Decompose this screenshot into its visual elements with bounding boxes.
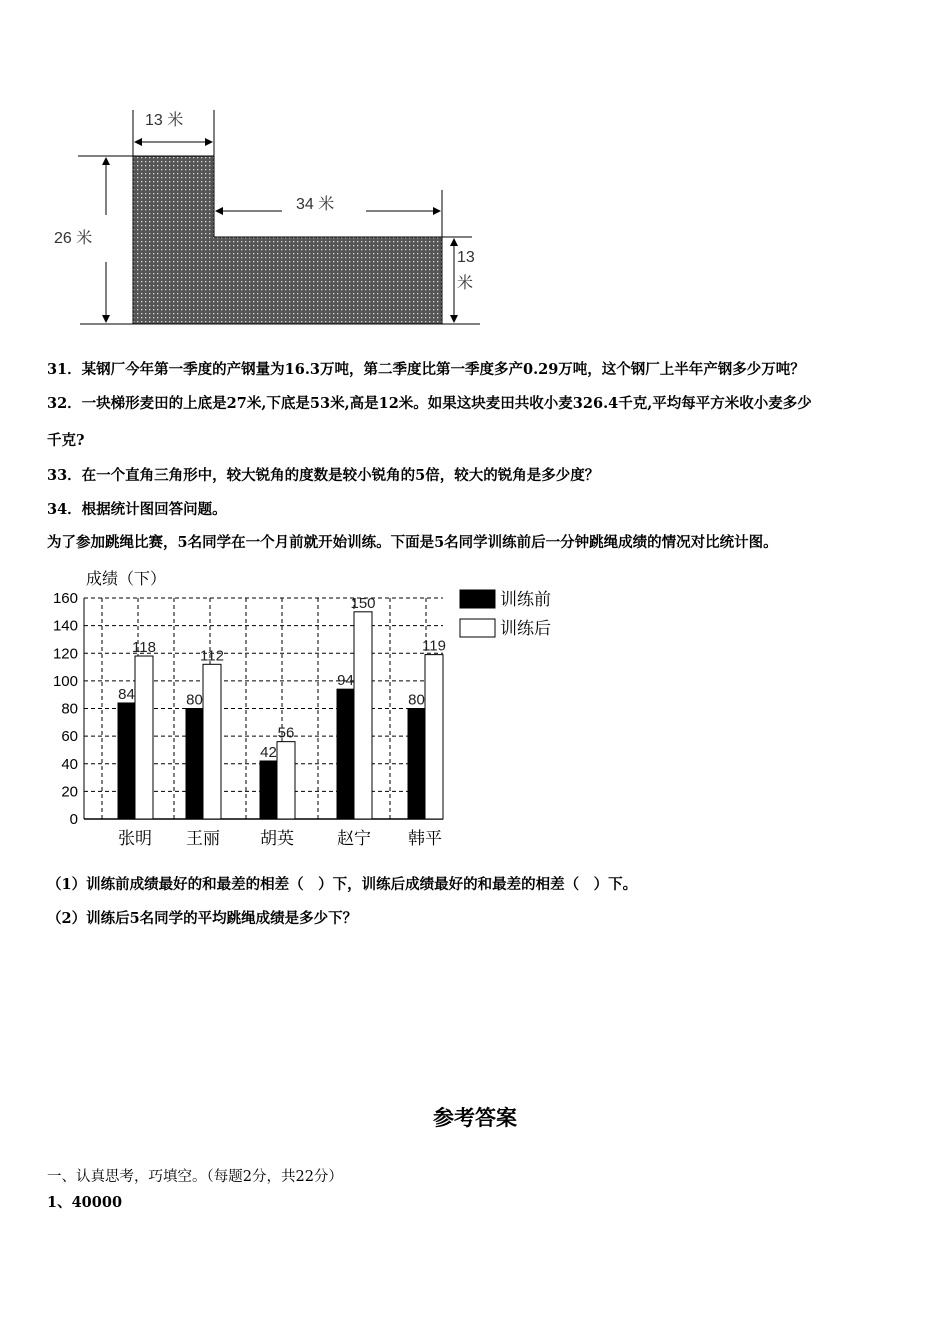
legend-swatch: [460, 619, 495, 637]
data-label: 80: [408, 691, 425, 709]
y-tick-label: 0: [69, 811, 78, 828]
bar-before: [337, 689, 354, 819]
bar-chart: [40, 560, 570, 860]
legend-swatch: [460, 590, 495, 608]
data-label: 118: [132, 639, 156, 657]
data-label: 94: [337, 672, 354, 690]
bar-after: [354, 612, 372, 819]
y-tick-label: 140: [52, 617, 78, 635]
x-tick-label: 张明: [118, 829, 152, 848]
bar-after: [203, 664, 221, 819]
bar-before: [260, 761, 277, 819]
x-tick-label: 胡英: [260, 829, 294, 848]
bar-after: [277, 742, 295, 819]
bar-before: [186, 709, 203, 820]
label-right-height: 13: [457, 249, 475, 266]
question-34-sub2: （2）训练后5名同学的平均跳绳成绩是多少下？: [47, 910, 358, 927]
data-label: 80: [186, 691, 203, 709]
legend-label: 训练前: [500, 590, 551, 609]
y-tick-label: 40: [61, 755, 78, 773]
l-shape-figure: [0, 0, 520, 345]
data-label: 112: [200, 647, 224, 665]
bar-before: [408, 709, 425, 820]
data-label: 42: [260, 743, 277, 761]
y-axis-label: 成绩（下）: [86, 571, 167, 588]
question-34-intro: 为了参加跳绳比赛，5名同学在一个月前就开始训练。下面是5名同学训练前后一分钟跳绳成绩的情况对比统计图。: [47, 534, 778, 551]
y-tick-label: 80: [61, 700, 78, 718]
bar-before: [118, 703, 135, 819]
l-shape: [133, 156, 442, 324]
label-middle-width: 34 米: [296, 196, 335, 213]
data-label: 119: [422, 637, 446, 655]
label-left-height: 26 米: [54, 230, 93, 247]
label-top-width: 13 米: [145, 112, 184, 129]
y-tick-label: 120: [52, 645, 78, 663]
question-32: 32．一块梯形麦田的上底是27米,下底是53米,高是12米。如果这块麦田共收小麦326.4千克,平均每平方米收小麦多少: [47, 395, 812, 412]
x-tick-label: 王丽: [186, 829, 220, 848]
x-tick-label: 韩平: [408, 829, 442, 848]
question-31: 31．某钢厂今年第一季度的产钢量为16.3万吨，第二季度比第一季度多产0.29万吨，这个钢厂上半年产钢多少万吨？: [47, 361, 805, 378]
question-33: 33．在一个直角三角形中，较大锐角的度数是较小锐角的5倍，较大的锐角是多少度？: [47, 467, 600, 484]
answers-title: 参考答案: [433, 1106, 517, 1130]
data-label: 56: [277, 724, 295, 742]
y-tick-label: 20: [61, 783, 78, 801]
question-34-sub1: （1）训练前成绩最好的和最差的相差（ ）下，训练后成绩最好的和最差的相差（ ）下。: [47, 876, 638, 893]
data-label: 150: [350, 594, 376, 612]
label-right-height-unit: 米: [457, 275, 474, 292]
legend-label: 训练后: [500, 619, 551, 638]
answer-1: 1、40000: [47, 1194, 123, 1211]
data-label: 84: [118, 685, 135, 703]
y-tick-label: 60: [61, 728, 78, 746]
question-32-cont: 千克?: [47, 432, 85, 449]
bar-after: [425, 655, 443, 819]
x-tick-label: 赵宁: [337, 829, 371, 848]
y-tick-label: 100: [52, 672, 78, 690]
bar-after: [135, 656, 153, 819]
answers-section-1: 一、认真思考，巧填空。（每题2分，共22分）: [47, 1169, 343, 1185]
question-34: 34．根据统计图回答问题。: [47, 501, 227, 518]
y-tick-label: 160: [52, 590, 78, 607]
